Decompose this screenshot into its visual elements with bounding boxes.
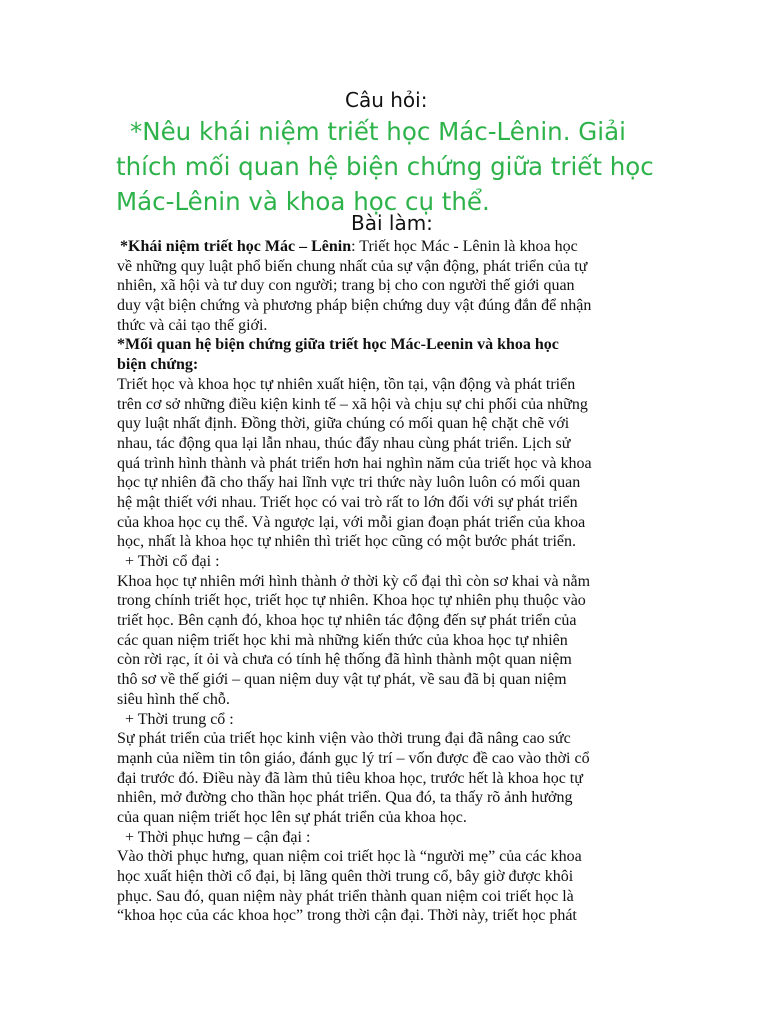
definition-text: : Triết học Mác - Lênin là khoa học: [351, 238, 578, 255]
relation-line: nhau, tác động qua lại lẫn nhau, thúc đẩy nhau cùng phát triển. Lịch sử: [117, 434, 571, 452]
relation-line: hệ mật thiết với nhau. Triết học có vai trò rất to lớn đối với sự phát triển: [117, 493, 578, 511]
ancient-heading: + Thời cổ đại :: [125, 553, 220, 570]
ancient-line: các quan niệm triết học khi mà những kiến thức của khoa học tự nhiên: [117, 631, 568, 649]
renaissance-line: “khoa học của các khoa học” trong thời cận đại. Thời này, triết học phát: [117, 907, 577, 925]
ancient-line: Khoa học tự nhiên mới hình thành ở thời kỳ cổ đại thì còn sơ khai và nằm: [117, 572, 591, 590]
relation-line: quy luật nhất định. Đồng thời, giữa chúng có mối quan hệ chặt chẽ với: [117, 415, 570, 433]
ancient-line: thô sơ về thế giới – quan niệm duy vật tự phát, về sau đã bị quan niệm: [117, 671, 567, 689]
relation-line: học tự nhiên đã cho thấy hai lĩnh vực tri thức này luôn luôn có mối quan: [117, 474, 581, 492]
ancient-line: triết học. Bên cạnh đó, khoa học tự nhiên tác động đến sự phát triển của: [117, 612, 577, 630]
definition-line: [117, 237, 662, 257]
definition-line: thức và cải tạo thế giới.: [117, 316, 268, 334]
relation-line: học, nhất là khoa học tự nhiên thì triết học cũng có một bước phát triển.: [117, 533, 577, 551]
question-label: Câu hỏi:: [345, 88, 428, 112]
ancient-line: còn rời rạc, ít ỏi và chưa có tính hệ thống đã hình thành một quan niệm: [117, 651, 572, 669]
answer-label: Bài làm:: [351, 211, 433, 235]
relation-line: Triết học và khoa học tự nhiên xuất hiện, tồn tại, vận động và phát triển: [117, 375, 576, 393]
definition-line: về những quy luật phổ biến chung nhất của sự vận động, phát triển của tự: [117, 257, 588, 275]
relation-line: của khoa học cụ thể. Và ngược lại, với mỗi gian đoạn phát triển của khoa: [117, 513, 586, 531]
relation-heading-text: biện chứng:: [117, 356, 199, 374]
relation-heading: [117, 355, 662, 375]
relation-line: trên cơ sở những điều kiện kinh tế – xã hội và chịu sự chi phối của những: [117, 395, 588, 413]
renaissance-line: phục. Sau đó, quan niệm này phát triển thành quan niệm coi triết học là: [117, 887, 574, 905]
definition-line: duy vật biện chứng và phương pháp biện chứng duy vật đúng đắn để nhận: [117, 297, 592, 315]
medieval-heading: + Thời trung cổ :: [125, 710, 234, 728]
question-line: Mác-Lênin và khoa học cụ thể.: [116, 187, 490, 216]
medieval-line: mạnh của niềm tin tôn giáo, đánh gục lý trí – vốn được đề cao vào thời cổ: [117, 749, 590, 767]
relation-line: quá trình hình thành và phát triển hơn hai nghìn năm của triết học và khoa: [117, 454, 592, 472]
medieval-line: của quan niệm triết học lên sự phát triển của khoa học.: [117, 808, 467, 826]
medieval-line: đại trước đó. Điều này đã làm thủ tiêu khoa học, trước hết là khoa học tự: [117, 769, 583, 787]
ancient-line: trong chính triết học, triết học tự nhiên. Khoa học tự nhiên phụ thuộc vào: [117, 592, 586, 610]
question-line: *Nêu khái niệm triết học Mác-Lênin. Giải: [130, 117, 626, 146]
medieval-line: Sự phát triển của triết học kinh viện vào thời trung đại đã nâng cao sức: [117, 730, 571, 748]
renaissance-line: học xuất hiện thời cổ đại, bị lãng quên thời trung cổ, bây giờ được khôi: [117, 868, 574, 885]
question-text: [116, 114, 676, 219]
definition-line: nhiên, xã hội và tư duy con người; trang bị cho con người thế giới quan: [117, 277, 575, 295]
relation-heading: [117, 335, 662, 355]
question-line: thích mối quan hệ biện chứng giữa triết học: [116, 152, 654, 181]
answer-body: [117, 237, 662, 926]
medieval-line: nhiên, mở đường cho thần học phát triển. Qua đó, ta thấy rõ ảnh hưởng: [117, 789, 573, 807]
relation-heading-text: *Mối quan hệ biện chứng giữa triết học Mác-Leenin và khoa học: [117, 336, 559, 354]
renaissance-heading: + Thời phục hưng – cận đại :: [125, 828, 311, 846]
ancient-line: siêu hình thế chỗ.: [117, 690, 230, 708]
renaissance-line: Vào thời phục hưng, quan niệm coi triết học là “người mẹ” của các khoa: [117, 848, 582, 866]
definition-heading: *Khái niệm triết học Mác – Lênin: [120, 238, 352, 255]
